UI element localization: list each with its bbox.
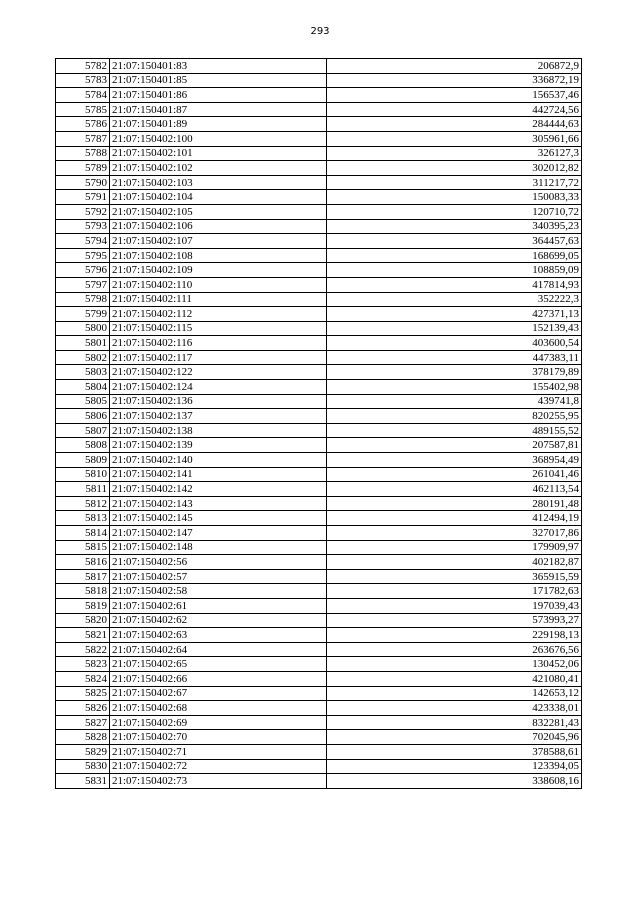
cadastral-number-cell: 21:07:150402:102	[110, 161, 327, 176]
cadastral-value-cell: 489155,52	[327, 423, 582, 438]
table-row	[56, 482, 582, 497]
table-row	[56, 380, 582, 395]
cadastral-value-cell: 336872,19	[327, 73, 582, 88]
cadastral-value-cell: 417814,93	[327, 277, 582, 292]
cadastral-number-cell: 21:07:150402:106	[110, 219, 327, 234]
table-row	[56, 555, 582, 570]
cadastral-value-cell: 263676,56	[327, 642, 582, 657]
row-number-cell: 5818	[56, 584, 110, 599]
row-number-cell: 5831	[56, 774, 110, 789]
cadastral-value-cell: 403600,54	[327, 336, 582, 351]
cadastral-value-cell: 447383,11	[327, 350, 582, 365]
cadastral-number-cell: 21:07:150402:122	[110, 365, 327, 380]
row-number-cell: 5813	[56, 511, 110, 526]
cadastral-number-cell: 21:07:150402:147	[110, 526, 327, 541]
table-row	[56, 204, 582, 219]
table-row	[56, 292, 582, 307]
cadastral-value-cell: 340395,23	[327, 219, 582, 234]
cadastral-value-cell: 150083,33	[327, 190, 582, 205]
cadastral-value-cell: 155402,98	[327, 380, 582, 395]
cadastral-number-cell: 21:07:150402:138	[110, 423, 327, 438]
row-number-cell: 5812	[56, 496, 110, 511]
cadastral-number-cell: 21:07:150402:117	[110, 350, 327, 365]
table-row	[56, 423, 582, 438]
cadastral-number-cell: 21:07:150402:107	[110, 234, 327, 249]
row-number-cell: 5792	[56, 204, 110, 219]
cadastral-value-cell: 179909,97	[327, 540, 582, 555]
cadastral-value-cell: 120710,72	[327, 204, 582, 219]
table-row	[56, 102, 582, 117]
table-row	[56, 657, 582, 672]
cadastral-number-cell: 21:07:150402:56	[110, 555, 327, 570]
cadastral-number-cell: 21:07:150402:145	[110, 511, 327, 526]
table-row	[56, 307, 582, 322]
cadastral-value-cell: 152139,43	[327, 321, 582, 336]
row-number-cell: 5828	[56, 730, 110, 745]
cadastral-number-cell: 21:07:150402:73	[110, 774, 327, 789]
row-number-cell: 5816	[56, 555, 110, 570]
cadastral-number-cell: 21:07:150402:124	[110, 380, 327, 395]
row-number-cell: 5788	[56, 146, 110, 161]
row-number-cell: 5829	[56, 744, 110, 759]
cadastral-number-cell: 21:07:150402:64	[110, 642, 327, 657]
table-row	[56, 453, 582, 468]
cadastral-value-cell: 412494,19	[327, 511, 582, 526]
row-number-cell: 5825	[56, 686, 110, 701]
table-row	[56, 671, 582, 686]
cadastral-value-cell: 123394,05	[327, 759, 582, 774]
cadastral-number-cell: 21:07:150402:116	[110, 336, 327, 351]
row-number-cell: 5794	[56, 234, 110, 249]
cadastral-number-cell: 21:07:150402:72	[110, 759, 327, 774]
cadastral-value-cell: 573993,27	[327, 613, 582, 628]
row-number-cell: 5811	[56, 482, 110, 497]
cadastral-number-cell: 21:07:150402:108	[110, 248, 327, 263]
row-number-cell: 5785	[56, 102, 110, 117]
table-row	[56, 365, 582, 380]
row-number-cell: 5826	[56, 701, 110, 716]
cadastral-value-cell: 365915,59	[327, 569, 582, 584]
cadastral-value-cell: 378179,89	[327, 365, 582, 380]
cadastral-value-cell: 423338,01	[327, 701, 582, 716]
cadastral-number-cell: 21:07:150402:141	[110, 467, 327, 482]
table-row	[56, 715, 582, 730]
table-row	[56, 467, 582, 482]
row-number-cell: 5797	[56, 277, 110, 292]
row-number-cell: 5796	[56, 263, 110, 278]
cadastral-number-cell: 21:07:150402:103	[110, 175, 327, 190]
table-row	[56, 234, 582, 249]
table-row	[56, 642, 582, 657]
table-row	[56, 117, 582, 132]
cadastral-number-cell: 21:07:150402:66	[110, 671, 327, 686]
cadastral-number-cell: 21:07:150402:62	[110, 613, 327, 628]
cadastral-number-cell: 21:07:150402:65	[110, 657, 327, 672]
row-number-cell: 5804	[56, 380, 110, 395]
row-number-cell: 5807	[56, 423, 110, 438]
cadastral-number-cell: 21:07:150402:104	[110, 190, 327, 205]
row-number-cell: 5814	[56, 526, 110, 541]
row-number-cell: 5799	[56, 307, 110, 322]
row-number-cell: 5809	[56, 453, 110, 468]
cadastral-value-cell: 130452,06	[327, 657, 582, 672]
row-number-cell: 5830	[56, 759, 110, 774]
cadastral-value-cell: 280191,48	[327, 496, 582, 511]
cadastral-number-cell: 21:07:150402:57	[110, 569, 327, 584]
table-row	[56, 569, 582, 584]
cadastral-value-cell: 832281,43	[327, 715, 582, 730]
table-row	[56, 321, 582, 336]
cadastral-number-cell: 21:07:150402:100	[110, 131, 327, 146]
table-row	[56, 219, 582, 234]
row-number-cell: 5787	[56, 131, 110, 146]
cadastral-number-cell: 21:07:150402:67	[110, 686, 327, 701]
table-row	[56, 759, 582, 774]
cadastral-value-cell: 820255,95	[327, 409, 582, 424]
row-number-cell: 5802	[56, 350, 110, 365]
table-row	[56, 350, 582, 365]
cadastral-value-cell: 142653,12	[327, 686, 582, 701]
table-row	[56, 59, 582, 74]
cadastral-value-table	[55, 58, 582, 789]
row-number-cell: 5786	[56, 117, 110, 132]
cadastral-value-cell: 305961,66	[327, 131, 582, 146]
cadastral-number-cell: 21:07:150402:101	[110, 146, 327, 161]
row-number-cell: 5820	[56, 613, 110, 628]
cadastral-value-cell: 171782,63	[327, 584, 582, 599]
cadastral-number-cell: 21:07:150402:115	[110, 321, 327, 336]
page-number: 293	[310, 26, 330, 37]
cadastral-value-cell: 156537,46	[327, 88, 582, 103]
cadastral-number-cell: 21:07:150401:89	[110, 117, 327, 132]
cadastral-value-cell: 168699,05	[327, 248, 582, 263]
cadastral-number-cell: 21:07:150402:136	[110, 394, 327, 409]
cadastral-number-cell: 21:07:150402:137	[110, 409, 327, 424]
cadastral-number-cell: 21:07:150401:85	[110, 73, 327, 88]
cadastral-value-cell: 462113,54	[327, 482, 582, 497]
row-number-cell: 5801	[56, 336, 110, 351]
row-number-cell: 5784	[56, 88, 110, 103]
table-row	[56, 613, 582, 628]
table-row	[56, 730, 582, 745]
cadastral-number-cell: 21:07:150402:70	[110, 730, 327, 745]
cadastral-value-cell: 326127,3	[327, 146, 582, 161]
table-row	[56, 628, 582, 643]
cadastral-value-cell: 284444,63	[327, 117, 582, 132]
row-number-cell: 5819	[56, 598, 110, 613]
row-number-cell: 5823	[56, 657, 110, 672]
row-number-cell: 5805	[56, 394, 110, 409]
table-row	[56, 146, 582, 161]
row-number-cell: 5795	[56, 248, 110, 263]
row-number-cell: 5800	[56, 321, 110, 336]
cadastral-value-cell: 352222,3	[327, 292, 582, 307]
row-number-cell: 5798	[56, 292, 110, 307]
table-row	[56, 584, 582, 599]
table-row	[56, 277, 582, 292]
cadastral-value-cell: 427371,13	[327, 307, 582, 322]
cadastral-number-cell: 21:07:150401:83	[110, 59, 327, 74]
cadastral-value-cell: 261041,46	[327, 467, 582, 482]
cadastral-number-cell: 21:07:150402:139	[110, 438, 327, 453]
cadastral-value-cell: 402182,87	[327, 555, 582, 570]
row-number-cell: 5817	[56, 569, 110, 584]
cadastral-value-cell: 439741,8	[327, 394, 582, 409]
row-number-cell: 5789	[56, 161, 110, 176]
cadastral-number-cell: 21:07:150402:61	[110, 598, 327, 613]
table-row	[56, 73, 582, 88]
cadastral-number-cell: 21:07:150402:140	[110, 453, 327, 468]
table-row	[56, 190, 582, 205]
row-number-cell: 5783	[56, 73, 110, 88]
cadastral-number-cell: 21:07:150402:142	[110, 482, 327, 497]
table-row	[56, 598, 582, 613]
cadastral-number-cell: 21:07:150402:105	[110, 204, 327, 219]
table-row	[56, 496, 582, 511]
cadastral-value-cell: 108859,09	[327, 263, 582, 278]
cadastral-value-cell: 421080,41	[327, 671, 582, 686]
cadastral-number-cell: 21:07:150402:143	[110, 496, 327, 511]
cadastral-value-cell: 378588,61	[327, 744, 582, 759]
cadastral-number-cell: 21:07:150402:58	[110, 584, 327, 599]
row-number-cell: 5827	[56, 715, 110, 730]
row-number-cell: 5803	[56, 365, 110, 380]
row-number-cell: 5791	[56, 190, 110, 205]
table-body	[56, 59, 582, 789]
cadastral-value-cell: 207587,81	[327, 438, 582, 453]
row-number-cell: 5824	[56, 671, 110, 686]
cadastral-value-cell: 327017,86	[327, 526, 582, 541]
row-number-cell: 5808	[56, 438, 110, 453]
cadastral-number-cell: 21:07:150402:71	[110, 744, 327, 759]
cadastral-value-cell: 442724,56	[327, 102, 582, 117]
cadastral-value-cell: 206872,9	[327, 59, 582, 74]
table-row	[56, 744, 582, 759]
table-row	[56, 131, 582, 146]
table-row	[56, 161, 582, 176]
cadastral-number-cell: 21:07:150401:86	[110, 88, 327, 103]
cadastral-number-cell: 21:07:150402:69	[110, 715, 327, 730]
row-number-cell: 5782	[56, 59, 110, 74]
cadastral-value-cell: 702045,96	[327, 730, 582, 745]
cadastral-number-cell: 21:07:150402:109	[110, 263, 327, 278]
table-row	[56, 175, 582, 190]
cadastral-number-cell: 21:07:150401:87	[110, 102, 327, 117]
cadastral-value-cell: 197039,43	[327, 598, 582, 613]
row-number-cell: 5821	[56, 628, 110, 643]
cadastral-number-cell: 21:07:150402:68	[110, 701, 327, 716]
row-number-cell: 5806	[56, 409, 110, 424]
cadastral-number-cell: 21:07:150402:110	[110, 277, 327, 292]
table-row	[56, 774, 582, 789]
cadastral-value-cell: 364457,63	[327, 234, 582, 249]
table-row	[56, 540, 582, 555]
row-number-cell: 5790	[56, 175, 110, 190]
table-row	[56, 438, 582, 453]
cadastral-value-cell: 302012,82	[327, 161, 582, 176]
table-row	[56, 336, 582, 351]
cadastral-value-cell: 368954,49	[327, 453, 582, 468]
table-row	[56, 394, 582, 409]
cadastral-value-cell: 229198,13	[327, 628, 582, 643]
cadastral-value-cell: 311217,72	[327, 175, 582, 190]
table-row	[56, 88, 582, 103]
cadastral-value-cell: 338608,16	[327, 774, 582, 789]
row-number-cell: 5822	[56, 642, 110, 657]
cadastral-number-cell: 21:07:150402:112	[110, 307, 327, 322]
table-row	[56, 409, 582, 424]
table-row	[56, 263, 582, 278]
row-number-cell: 5810	[56, 467, 110, 482]
table-row	[56, 248, 582, 263]
table-row	[56, 701, 582, 716]
table-row	[56, 686, 582, 701]
cadastral-number-cell: 21:07:150402:111	[110, 292, 327, 307]
table-row	[56, 511, 582, 526]
row-number-cell: 5793	[56, 219, 110, 234]
table-row	[56, 526, 582, 541]
cadastral-number-cell: 21:07:150402:63	[110, 628, 327, 643]
row-number-cell: 5815	[56, 540, 110, 555]
cadastral-number-cell: 21:07:150402:148	[110, 540, 327, 555]
